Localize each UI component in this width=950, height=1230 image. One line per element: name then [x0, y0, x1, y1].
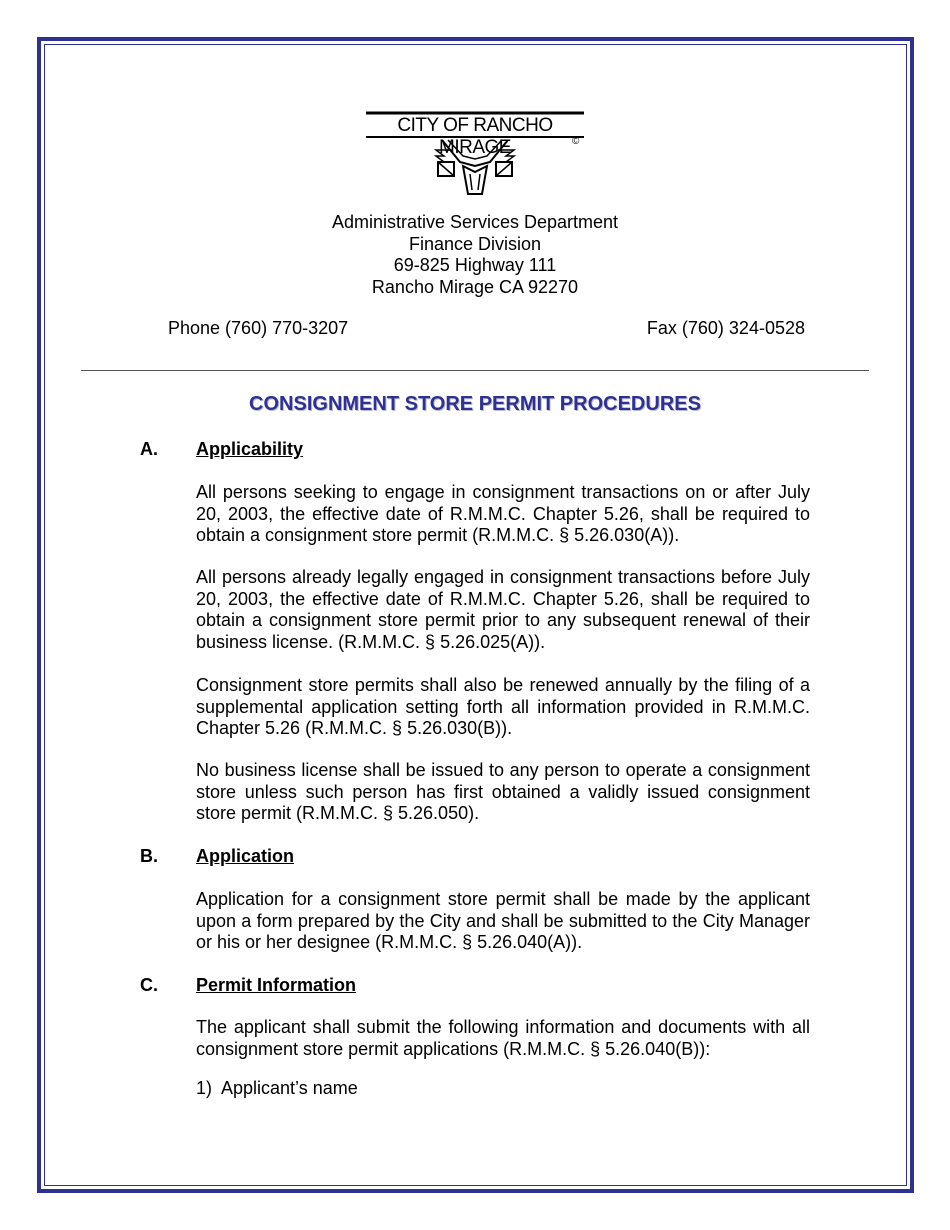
section-b-paragraph-1: Application for a consignment store permit shall be made by the applicant upon a form prepared by the City and shall be submitted to the City Manager or his or her designee (R.M.M.C. § 5.26.040(A)).: [196, 889, 810, 952]
section-a-paragraph-1: All persons seeking to engage in consignment transactions on or after July 20, 2003, the effective date of R.M.M.C. Chapter 5.26, shall be required to obtain a consignment store permit (R.M.M.C. § 5.26.030(A)).: [196, 482, 810, 545]
header-divider: [81, 370, 869, 371]
section-a-heading: Applicability: [196, 439, 304, 459]
section-a-letter: A.: [140, 439, 158, 459]
copyright-mark: ©: [572, 136, 580, 147]
section-b-letter: B.: [140, 846, 158, 866]
logo-wordmark: CITY OF RANCHO MIRAGE: [397, 115, 553, 158]
section-a-paragraph-4: No business license shall be issued to any person to operate a consignment store unless such person has first obtained a validly issued consignment store permit (R.M.M.C. § 5.26.050).: [196, 760, 810, 823]
fax-number: Fax (760) 324-0528: [646, 318, 805, 338]
section-c-paragraph-1: The applicant shall submit the following information and documents with all consignment store permit applications (R.M.M.C. § 5.26.040(B)):: [196, 1017, 810, 1059]
section-c-heading: Permit Information: [196, 975, 357, 995]
city-logo: [364, 110, 586, 198]
street-address: 69-825 Highway 111: [393, 255, 557, 275]
section-b-heading: Application: [196, 846, 294, 866]
address-block: [0, 212, 950, 298]
section-a-paragraph-3: Consignment store permits shall also be renewed annually by the filing of a supplemental application setting forth all information provided in R.M.M.C. Chapter 5.26 (R.M.M.C. § 5.26.030(B)).: [196, 675, 810, 738]
city-state-zip: Rancho Mirage CA 92270: [371, 276, 579, 297]
department-name: Administrative Services Department: [331, 212, 619, 232]
division-name: Finance Division: [408, 233, 542, 254]
phone-number: Phone (760) 770-3207: [168, 318, 349, 338]
section-a-paragraph-2: All persons already legally engaged in consignment transactions before July 20, 2003, the effective date of R.M.M.C. Chapter 5.26, shall be required to obtain a consignment store permit prior to any subsequent renewal of their business license. (R.M.M.C. § 5.26.025(A)).: [196, 567, 810, 652]
section-c-letter: C.: [140, 975, 158, 995]
list-item: 1) Applicant’s name: [196, 1078, 358, 1098]
document-title: CONSIGNMENT STORE PERMIT PROCEDURES: [249, 393, 701, 415]
